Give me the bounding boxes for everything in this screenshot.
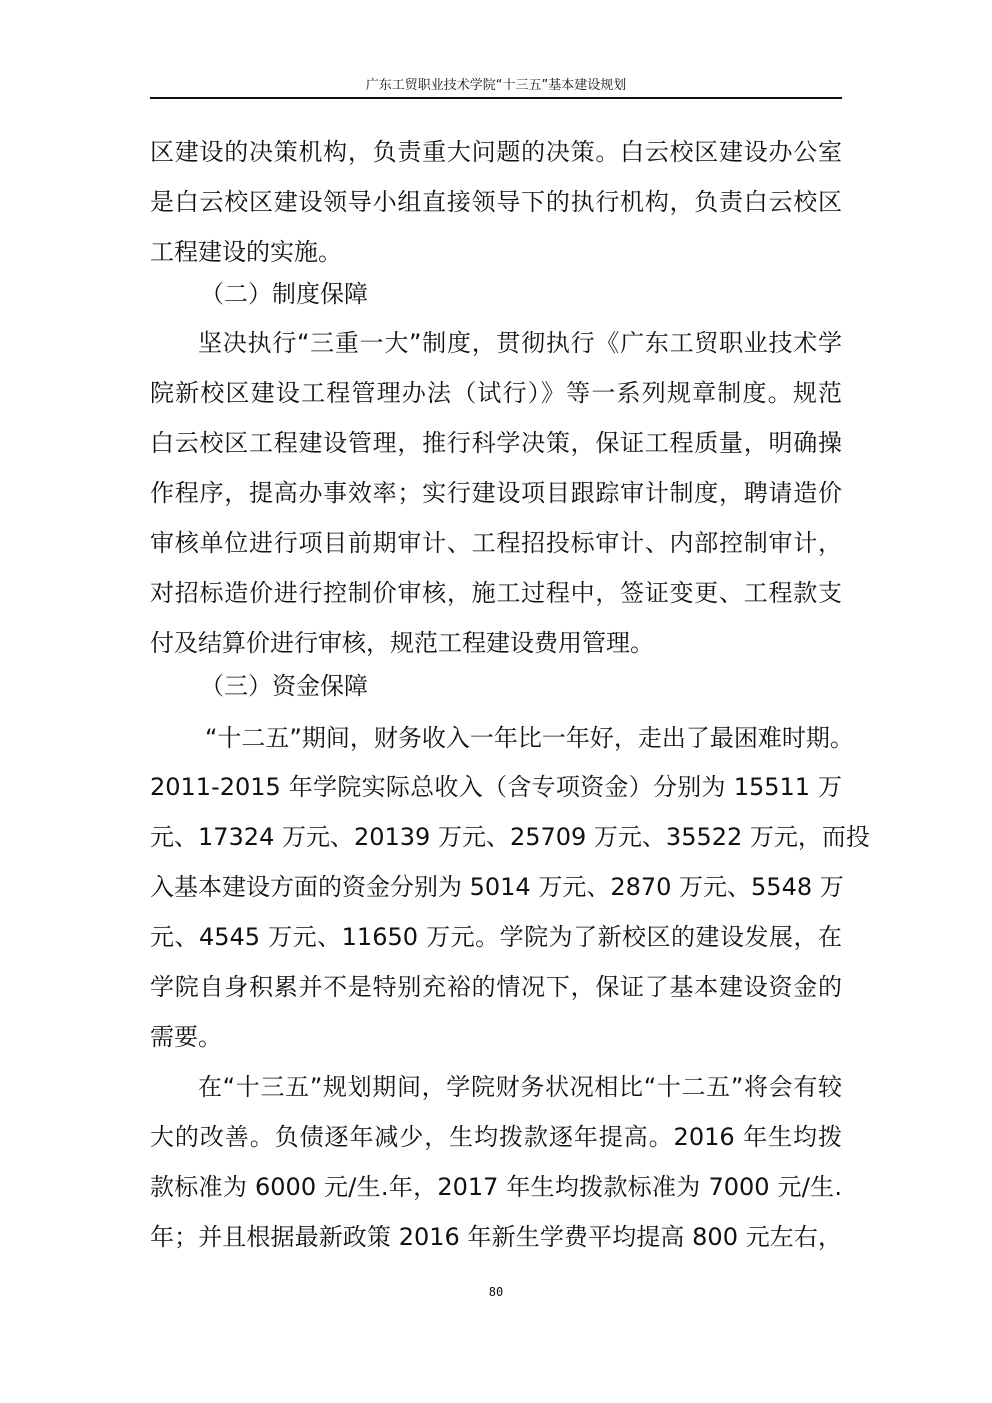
- paragraph-line: 在“十三五”规划期间，学院财务状况相比“十二五”将会有较: [198, 1073, 842, 1101]
- paragraph-line: 元、17324 万元、20139 万元、25709 万元、35522 万元，而投: [150, 823, 870, 851]
- paragraph-line: 款标准为 6000 元/生.年，2017 年生均拨款标准为 7000 元/生.: [150, 1173, 842, 1201]
- paragraph-line: 付及结算价进行审核，规范工程建设费用管理。: [150, 629, 654, 657]
- paragraph-line: 白云校区工程建设管理，推行科学决策，保证工程质量，明确操: [150, 429, 842, 457]
- header-rule: [150, 97, 842, 99]
- paragraph-line: 2011-2015 年学院实际总收入（含专项资金）分别为 15511 万: [150, 773, 842, 801]
- section-heading: （二）制度保障: [200, 280, 368, 308]
- section-heading: （三）资金保障: [200, 672, 368, 700]
- paragraph-line: 工程建设的实施。: [150, 238, 342, 266]
- paragraph-line: 作程序，提高办事效率；实行建设项目跟踪审计制度，聘请造价: [150, 479, 842, 507]
- paragraph-line: 需要。: [150, 1023, 222, 1051]
- running-header: 广东工贸职业技术学院“十三五”基本建设规划: [365, 78, 627, 93]
- paragraph-line: 审核单位进行项目前期审计、工程招投标审计、内部控制审计，: [150, 529, 842, 557]
- paragraph-line: 年；并且根据最新政策 2016 年新生学费平均提高 800 元左右，: [150, 1223, 842, 1251]
- paragraph-line: 元、4545 万元、11650 万元。学院为了新校区的建设发展，在: [150, 923, 842, 951]
- paragraph-line: “十二五”期间，财务收入一年比一年好，走出了最困难时期。: [205, 724, 854, 752]
- paragraph-line: 坚决执行“三重一大”制度，贯彻执行《广东工贸职业技术学: [198, 329, 842, 357]
- paragraph-line: 院新校区建设工程管理办法（试行）》等一系列规章制度。规范: [150, 379, 842, 407]
- paragraph-line: 学院自身积累并不是特别充裕的情况下，保证了基本建设资金的: [150, 973, 842, 1001]
- paragraph-line: 大的改善。负债逐年减少，生均拨款逐年提高。2016 年生均拨: [150, 1123, 842, 1151]
- paragraph-line: 区建设的决策机构，负责重大问题的决策。白云校区建设办公室: [150, 138, 842, 166]
- page-number: 80: [488, 1285, 504, 1299]
- paragraph-line: 对招标造价进行控制价审核，施工过程中，签证变更、工程款支: [150, 579, 842, 607]
- paragraph-line: 入基本建设方面的资金分别为 5014 万元、2870 万元、5548 万: [150, 873, 844, 901]
- paragraph-line: 是白云校区建设领导小组直接领导下的执行机构，负责白云校区: [150, 188, 842, 216]
